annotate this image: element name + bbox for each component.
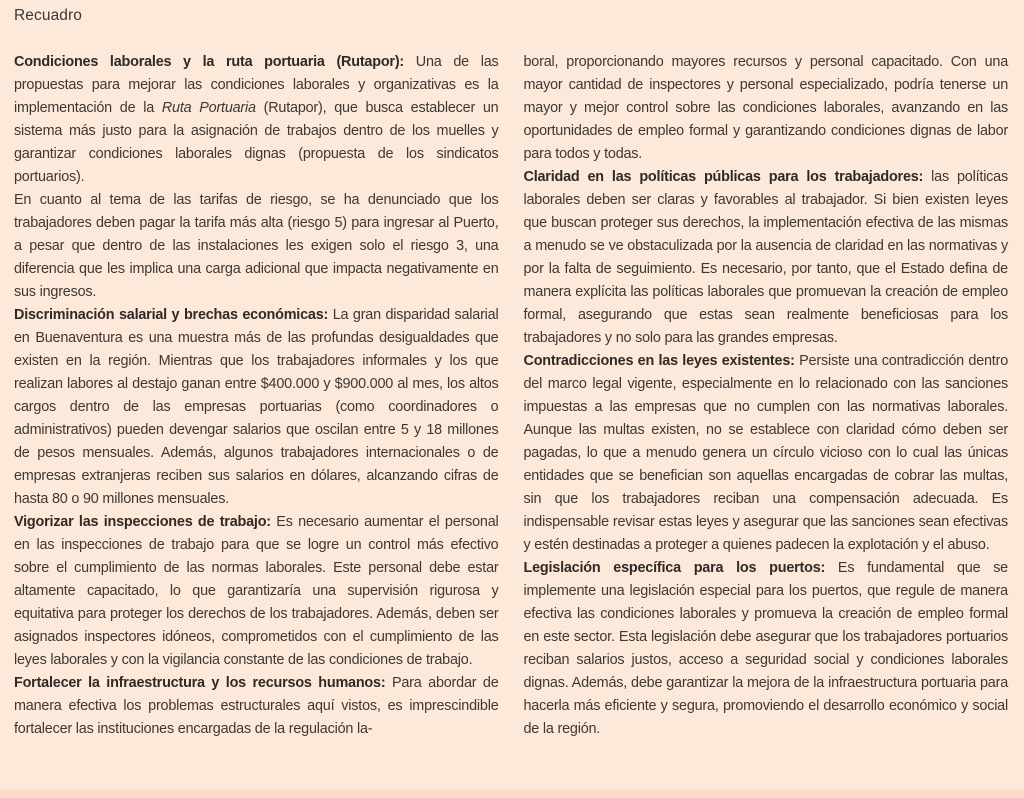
paragraph: [524, 350, 1009, 557]
paragraph-heading: Fortalecer la infraestructura y los recursos humanos:: [14, 675, 392, 691]
paragraph: [524, 51, 1009, 166]
paragraph-text: Una de las propuestas para mejorar las condiciones laborales y organizativas es la implementación de la: [14, 54, 499, 116]
box-title: Recuadro: [14, 7, 83, 24]
paragraph-heading: Claridad en las políticas públicas para los trabajadores:: [523, 169, 932, 185]
text-columns: [14, 51, 1008, 741]
paragraph: [524, 557, 1009, 741]
paragraph-text: La gran disparidad salarial en Buenaventura es una muestra más de las profundas desigualdades que existen en la región. Mientras que los trabajadores informales y los que realizan labores al destajo ganan entre $400.000 y $900.000 al mes, los altos cargos dentro de las empresas portuarias (como coordinadores o administrativos) pueden devengar salarios que oscilan entre 5 y 18 millones de pesos mensuales. Además, algunos trabajadores internacionales o de empresas extranjeras reciben sus salarios en dólares, alcanzando cifras de hasta 80 o 90 millones mensuales.: [14, 307, 499, 507]
paragraph-text: Ruta Portuaria: [161, 100, 256, 116]
paragraph-text: (Rutapor), que busca establecer un sistema más justo para la asignación de trabajos dentro de los muelles y garantizar condiciones laborales dignas (propuesta de los sindicatos portuarios).: [14, 100, 499, 185]
paragraph: [14, 304, 499, 511]
paragraph-heading: Condiciones laborales y la ruta portuaria (Rutapor):: [14, 54, 416, 70]
paragraph-text: las políticas laborales deben ser claras y favorables al trabajador. Si bien existen leyes que buscan proteger sus derechos, la implementación efectiva de las mismas a menudo se ve obstaculizada por la ausencia de claridad en las normativas y por la falta de seguimiento. Es necesario, por tanto, que el Estado defina de manera explícita las políticas laborales que promuevan la creación de empleo formal, asegurando que estas sean realmente beneficiosas para los trabajadores y no solo para las grandes empresas.: [523, 169, 1008, 346]
paragraph: [14, 511, 499, 672]
paragraph-text: Para abordar de manera efectiva los problemas estructurales aquí vistos, es imprescindible fortalecer las instituciones encargadas de la regulación la-: [14, 675, 499, 737]
paragraph-heading: Contradicciones en las leyes existentes:: [523, 353, 800, 369]
paragraph: [14, 672, 499, 741]
text-column-right: [524, 51, 1009, 741]
paragraph: [14, 51, 499, 189]
paragraph: [14, 189, 499, 304]
paragraph-text: En cuanto al tema de las tarifas de riesgo, se ha denunciado que los trabajadores deben pagar la tarifa más alta (riesgo 5) para ingresar al Puerto, a pesar que dentro de las instalaciones les exigen solo el riesgo 3, una diferencia que les implica una carga adicional que impacta negativamente en sus ingresos.: [14, 192, 499, 300]
paragraph-heading: Discriminación salarial y brechas económicas:: [14, 307, 333, 323]
paragraph-text: Persiste una contradicción dentro del marco legal vigente, especialmente en lo relacionado con las sanciones impuestas a las empresas que no cumplen con las normativas laborales. Aunque las multas existen, no se establece con claridad cómo deben ser pagadas, lo que a menudo genera un círculo vicioso con lo cual las únicas entidades que se benefician son aquellas encargadas de cobrar las multas, sin que los trabajadores reciban una compensación adecuada. Es indispensable revisar estas leyes y asegurar que las sanciones sean efectivas y estén destinadas a proteger a quienes padecen la explotación y el abuso.: [523, 353, 1009, 553]
paragraph-heading: Vigorizar las inspecciones de trabajo:: [14, 514, 277, 530]
paragraph: [524, 166, 1009, 350]
text-column-left: [14, 51, 499, 741]
paragraph-text: boral, proporcionando mayores recursos y personal capacitado. Con una mayor cantidad de inspectores y personal especializado, podría tenerse un mayor y mejor control sobre las condiciones laborales, avanzando en las oportunidades de empleo formal y garantizando condiciones dignas de labor para todos y todas.: [523, 54, 1008, 162]
bottom-band: [0, 790, 1024, 798]
paragraph-heading: Legislación específica para los puertos:: [523, 560, 838, 576]
paragraph-text: Es necesario aumentar el personal en las inspecciones de trabajo para que se logre un control más efectivo sobre el cumplimiento de las normas laborales. Este personal debe estar altamente capacitado, lo que garantizaría una supervisión rigurosa y equitativa para proteger los derechos de los trabajadores. Además, deben ser asignados inspectores idóneos, comprometidos con el cumplimiento de las leyes laborales y con la vigilancia constante de las condiciones de trabajo.: [14, 514, 499, 668]
paragraph-text: Es fundamental que se implemente una legislación especial para los puertos, que regule de manera efectiva las condiciones laborales y promueva la creación de empleo formal en este sector. Esta legislación debe asegurar que los trabajadores portuarios reciban salarios justos, acceso a seguridad social y condiciones laborales dignas. Además, debe garantizar la mejora de la infraestructura portuaria para hacerla más eficiente y segura, promoviendo el desarrollo económico y social de la región.: [523, 560, 1008, 737]
